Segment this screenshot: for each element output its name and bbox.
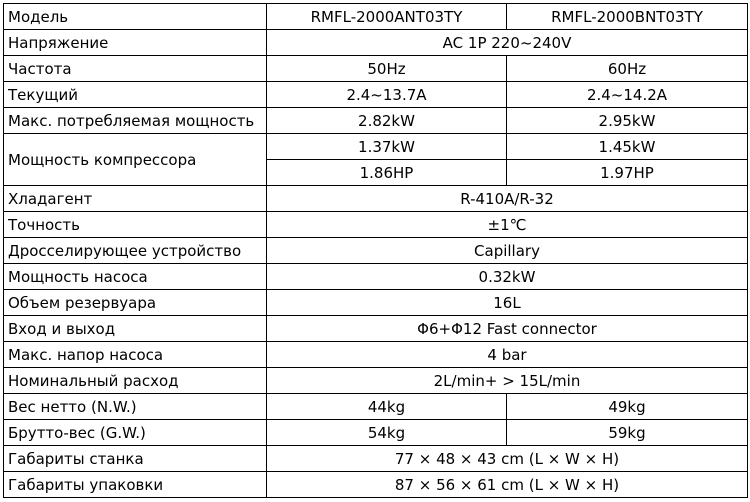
model-a-value: 1.37kW: [267, 134, 507, 160]
table-row-voltage: [4, 30, 748, 56]
table-row-pump-power: [4, 264, 748, 290]
model-a-value: 1.86HP: [267, 160, 507, 186]
shared-value: 2L/min+ > 15L/min: [267, 368, 748, 394]
row-label: Макс. потребляемая мощность: [4, 108, 267, 134]
shared-value: Φ6+Φ12 Fast connector: [267, 316, 748, 342]
row-label: Вес нетто (N.W.): [4, 394, 267, 420]
shared-value: 16L: [267, 290, 748, 316]
row-label: Брутто-вес (G.W.): [4, 420, 267, 446]
model-b-value: 59kg: [507, 420, 748, 446]
model-b-value: 2.4~14.2A: [507, 82, 748, 108]
row-label: Мощность насоса: [4, 264, 267, 290]
shared-value: R-410A/R-32: [267, 186, 748, 212]
model-a-value: 2.82kW: [267, 108, 507, 134]
row-label: Частота: [4, 56, 267, 82]
model-b-name: RMFL-2000BNT03TY: [507, 4, 748, 30]
row-label: Вход и выход: [4, 316, 267, 342]
row-label: Мощность компрессора: [4, 134, 267, 186]
shared-value: 77 × 48 × 43 cm (L × W × H): [267, 446, 748, 472]
model-b-value: 2.95kW: [507, 108, 748, 134]
row-label: Макс. напор насоса: [4, 342, 267, 368]
table-row-package-dims: [4, 472, 748, 498]
model-b-value: 49kg: [507, 394, 748, 420]
model-b-value: 1.97HP: [507, 160, 748, 186]
row-label: Габариты станка: [4, 446, 267, 472]
model-a-value: 54kg: [267, 420, 507, 446]
table-row-accuracy: [4, 212, 748, 238]
row-label: Хладагент: [4, 186, 267, 212]
shared-value: Capillary: [267, 238, 748, 264]
table-row-pump-head: [4, 342, 748, 368]
table-row-flow: [4, 368, 748, 394]
shared-value: 87 × 56 × 61 cm (L × W × H): [267, 472, 748, 498]
shared-value: 4 bar: [267, 342, 748, 368]
shared-value: ±1℃: [267, 212, 748, 238]
row-label: Напряжение: [4, 30, 267, 56]
table-row-refrigerant: [4, 186, 748, 212]
row-label: Объем резервуара: [4, 290, 267, 316]
table-row-frequency: [4, 56, 748, 82]
spec-table: [3, 3, 748, 498]
table-row-inlet-outlet: [4, 316, 748, 342]
row-label: Точность: [4, 212, 267, 238]
row-label: Модель: [4, 4, 267, 30]
model-a-value: 50Hz: [267, 56, 507, 82]
table-row-gross-weight: [4, 420, 748, 446]
model-b-value: 1.45kW: [507, 134, 748, 160]
row-label: Текущий: [4, 82, 267, 108]
table-row-machine-dims: [4, 446, 748, 472]
model-a-value: 2.4~13.7A: [267, 82, 507, 108]
row-label: Номинальный расход: [4, 368, 267, 394]
model-a-name: RMFL-2000ANT03TY: [267, 4, 507, 30]
row-label: Габариты упаковки: [4, 472, 267, 498]
table-row-current: [4, 82, 748, 108]
model-a-value: 44kg: [267, 394, 507, 420]
shared-value: 0.32kW: [267, 264, 748, 290]
table-row-max-power: [4, 108, 748, 134]
table-row-throttle: [4, 238, 748, 264]
table-row-compressor-kw: [4, 134, 748, 160]
model-b-value: 60Hz: [507, 56, 748, 82]
table-row-model: [4, 4, 748, 30]
row-label: Дросселирующее устройство: [4, 238, 267, 264]
table-row-tank: [4, 290, 748, 316]
shared-value: AC 1P 220~240V: [267, 30, 748, 56]
table-row-net-weight: [4, 394, 748, 420]
